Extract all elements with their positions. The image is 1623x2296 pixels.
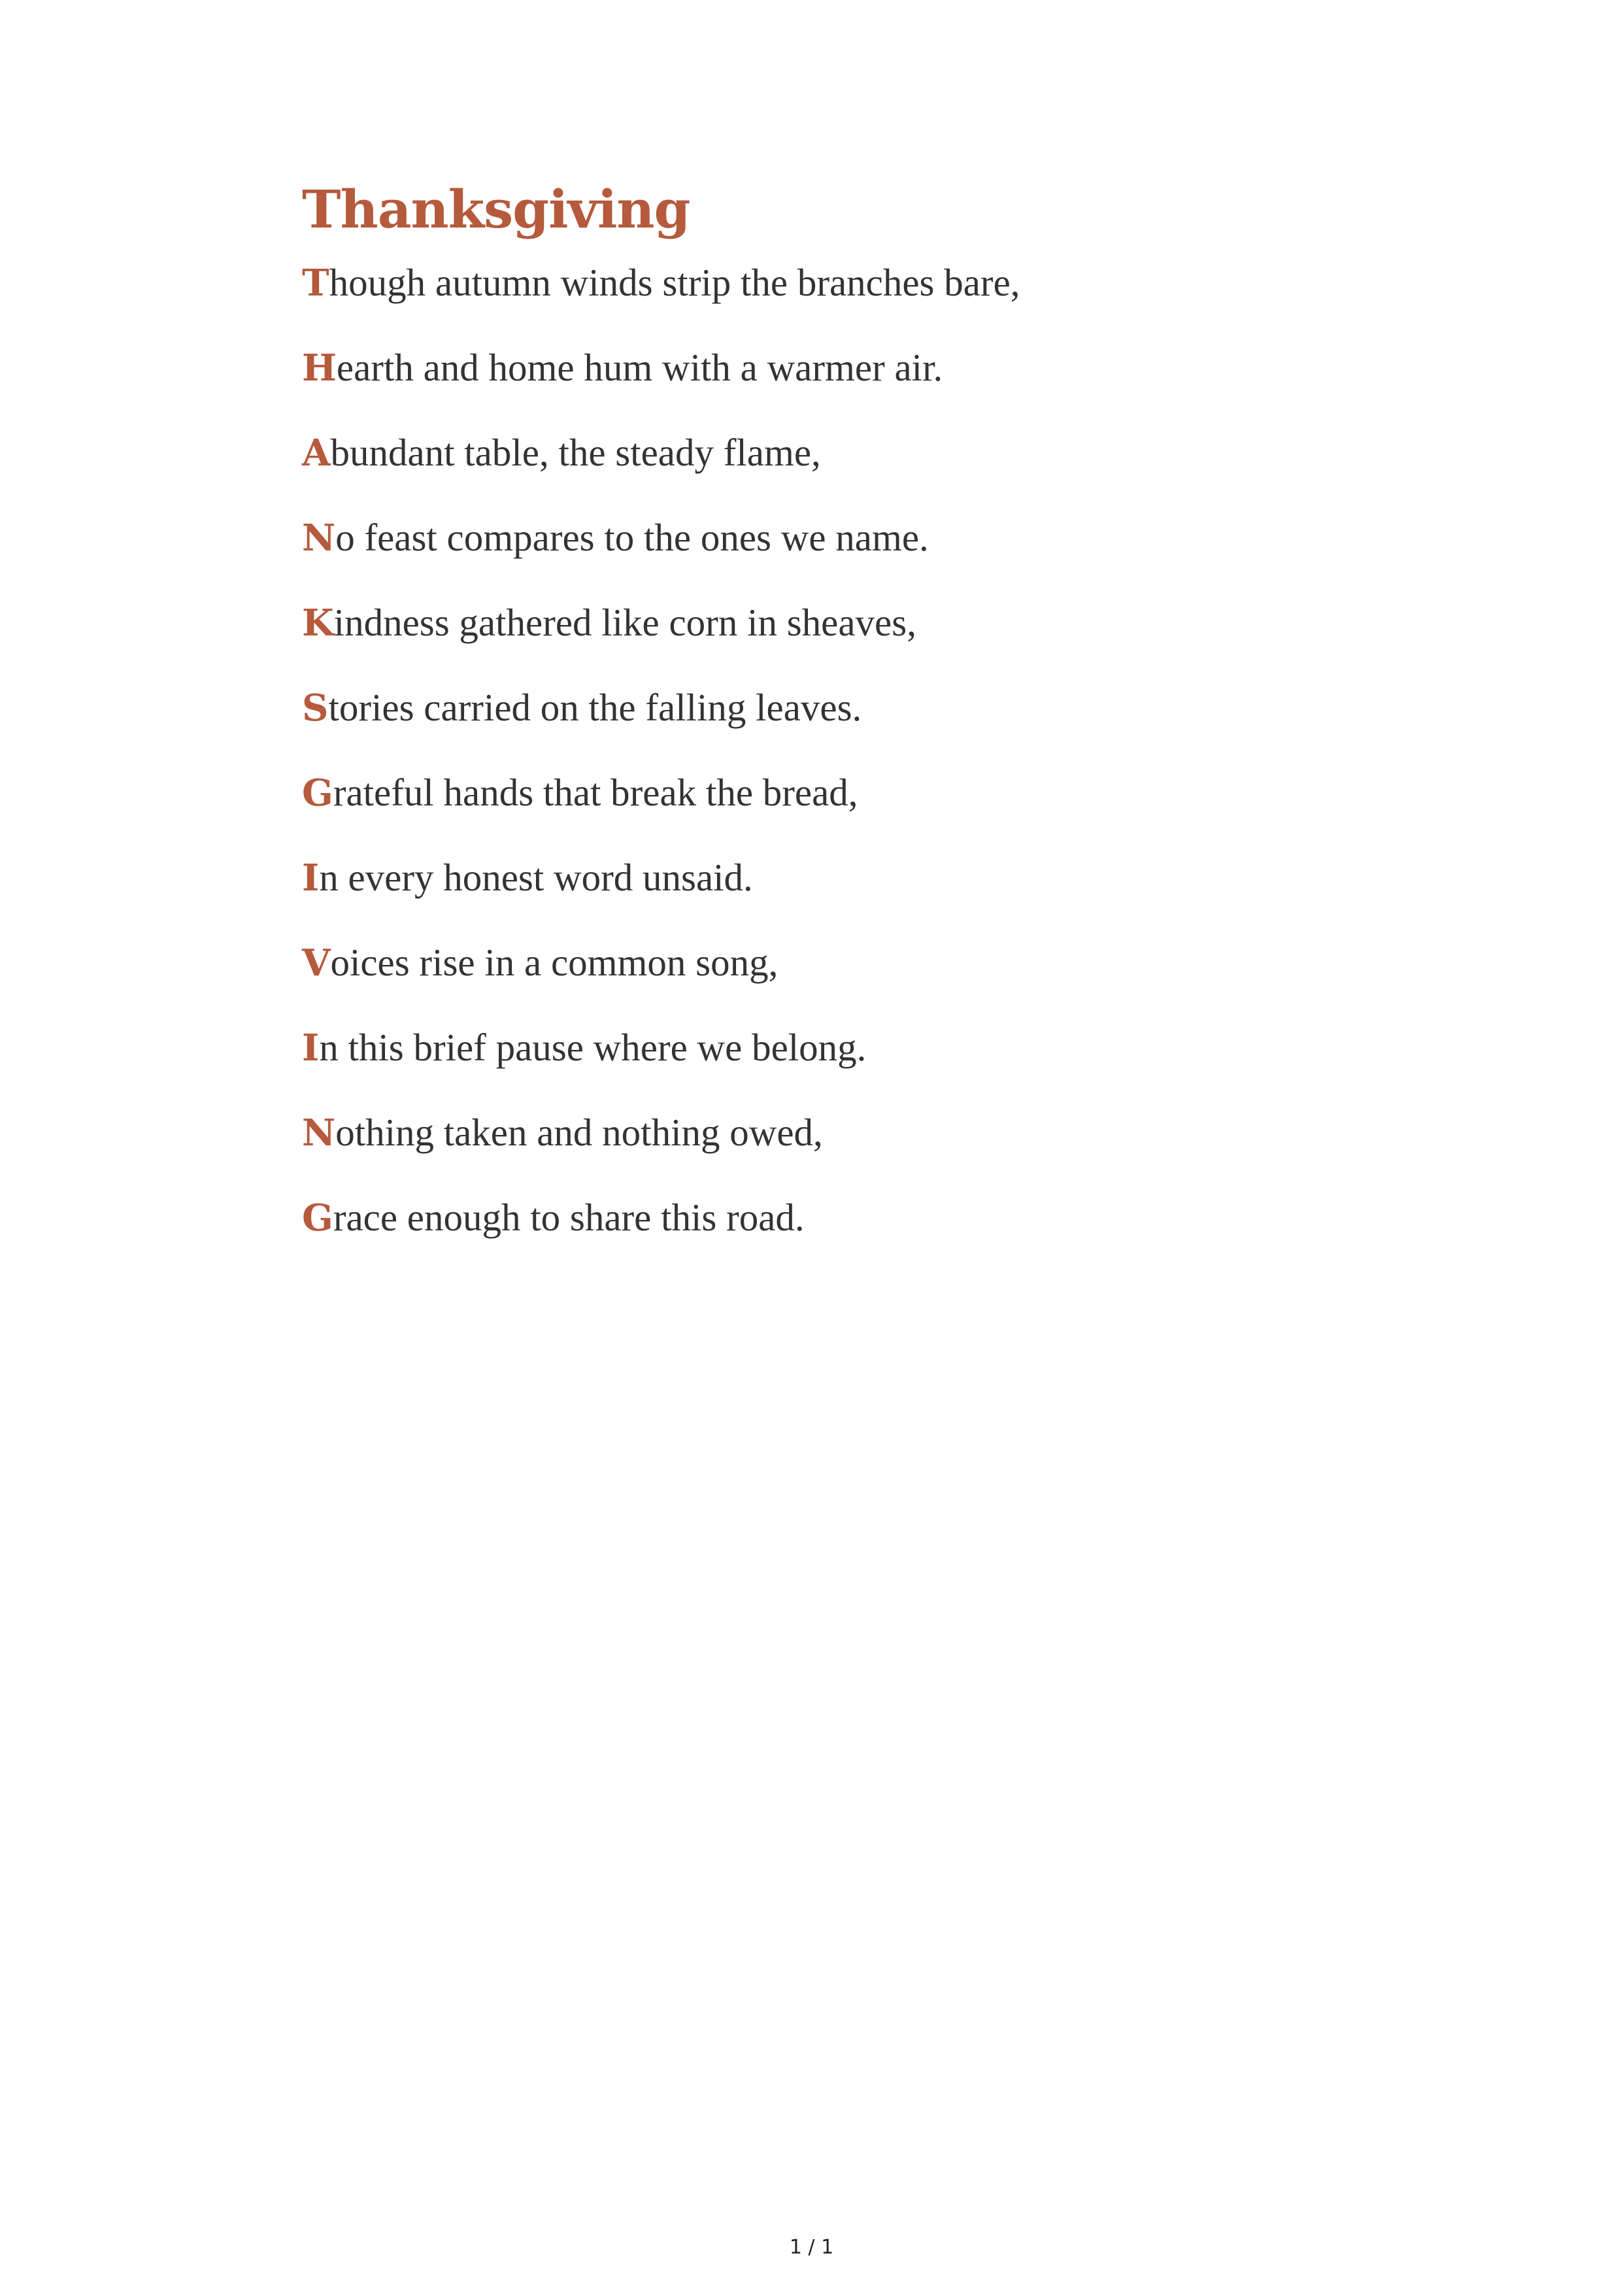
line-text: earth and home hum with a warmer air.	[336, 346, 943, 389]
poem-line	[302, 684, 1413, 730]
line-text: rateful hands that break the bread,	[333, 771, 858, 814]
acrostic-initial: S	[302, 686, 329, 730]
line-text: bundant table, the steady flame,	[330, 431, 821, 474]
line-text: tories carried on the falling leaves.	[328, 686, 862, 729]
poem-line	[302, 345, 1413, 390]
line-text: othing taken and nothing owed,	[335, 1111, 823, 1154]
line-text: n every honest word unsaid.	[319, 856, 753, 899]
acrostic-initial: I	[302, 1026, 320, 1070]
poem-line	[302, 1024, 1413, 1070]
acrostic-initial: G	[302, 771, 333, 815]
poem-line	[302, 769, 1413, 815]
acrostic-initial: H	[302, 346, 337, 390]
acrostic-initial: V	[302, 941, 331, 985]
poem-line	[302, 1194, 1413, 1240]
line-text: oices rise in a common song,	[330, 941, 778, 984]
poem-line	[302, 1109, 1413, 1155]
acrostic-initial: I	[302, 856, 320, 900]
poem	[302, 177, 1413, 1279]
line-text: n this brief pause where we belong.	[319, 1026, 867, 1069]
poem-title: Thanksgiving	[302, 178, 690, 240]
acrostic-initial: N	[302, 1111, 336, 1155]
acrostic-initial: G	[302, 1196, 333, 1240]
poem-line	[302, 430, 1413, 475]
poem-line	[302, 515, 1413, 560]
acrostic-initial: A	[302, 431, 331, 475]
acrostic-initial: K	[302, 601, 334, 645]
poem-line	[302, 939, 1413, 985]
line-text: indness gathered like corn in sheaves,	[333, 601, 916, 644]
line-text: race enough to share this road.	[333, 1196, 805, 1239]
acrostic-initial: T	[302, 262, 329, 305]
acrostic-initial: N	[302, 516, 336, 560]
poem-line	[302, 854, 1413, 900]
poem-line	[302, 599, 1413, 645]
page-indicator: 1 / 1	[789, 2236, 834, 2259]
line-text: o feast compares to the ones we name.	[335, 516, 929, 559]
line-text: hough autumn winds strip the branches bare,	[329, 261, 1020, 304]
poem-line	[302, 260, 1413, 305]
